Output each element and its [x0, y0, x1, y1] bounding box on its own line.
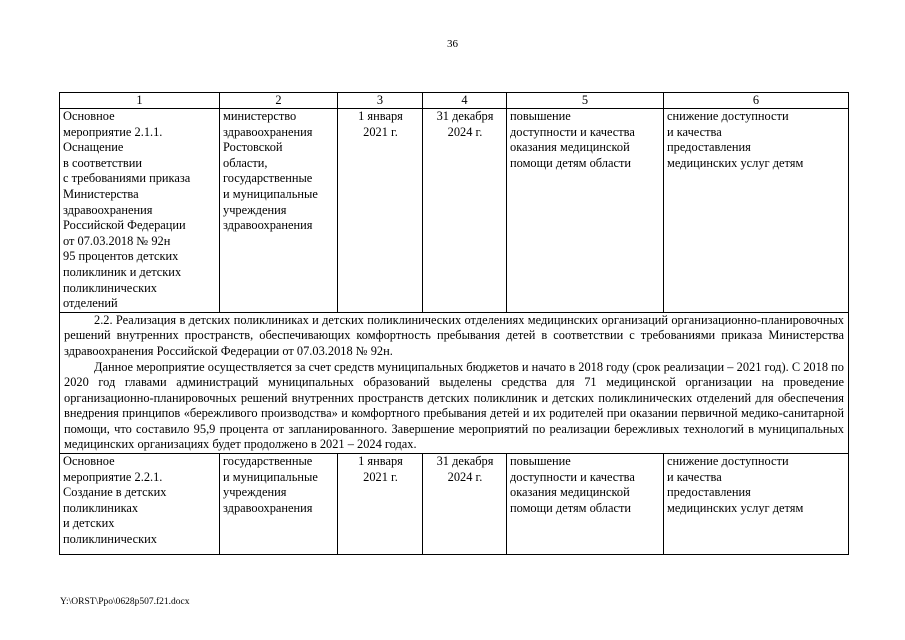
- consequence-cell: снижение доступности и качества предоставления медицинских услуг детям: [664, 454, 849, 555]
- consequence-cell: снижение доступности и качества предоставления медицинских услуг детям: [664, 109, 849, 313]
- executor-cell: государственные и муниципальные учреждения здравоохранения: [220, 454, 338, 555]
- table-row: [60, 454, 849, 555]
- measure-name-cell: Основное мероприятие 2.1.1. Оснащение в соответствии с требованиями приказа Министерства здравоохранения Российской Федерации от 07.03.2018 № 92н 95 процентов детских поликлиник и детских поликлинических отделений: [60, 109, 220, 313]
- column-header-1: 1: [60, 93, 220, 109]
- end-date-cell: 31 декабря 2024 г.: [423, 109, 507, 313]
- expected-result-cell: повышение доступности и качества оказания медицинской помощи детям области: [507, 454, 664, 555]
- document-table: [59, 92, 849, 555]
- start-date-cell: 1 января 2021 г.: [338, 454, 423, 555]
- paragraph-2-2: 2.2. Реализация в детских поликлиниках и детских поликлинических отделениях медицинских организаций организационно-планировочных решений внутренних пространств, обеспечивающих комфортность пребывания детей в соответствии с требованиями приказа Министерства здравоохранения Российской Федерации от 07.03.2018 № 92н.: [64, 312, 844, 358]
- start-date-cell: 1 января 2021 г.: [338, 109, 423, 313]
- text-block-cell: [60, 312, 849, 453]
- measure-name-cell: Основное мероприятие 2.2.1. Создание в детских поликлиниках и детских поликлинических: [60, 454, 220, 555]
- table-row: [60, 109, 849, 313]
- column-header-6: 6: [664, 93, 849, 109]
- column-header-4: 4: [423, 93, 507, 109]
- column-header-5: 5: [507, 93, 664, 109]
- end-date-cell: 31 декабря 2024 г.: [423, 454, 507, 555]
- executor-cell: министерство здравоохранения Ростовской области, государственные и муниципальные учреждения здравоохранения: [220, 109, 338, 313]
- page-number: 36: [447, 38, 458, 50]
- paragraph-description: Данное мероприятие осуществляется за счет средств муниципальных бюджетов и начато в 2018 году (срок реализации – 2021 год). С 2018 по 2020 год главами администраций муниципальных образований выделены средства для 71 медицинской организации на проведение организационно-планировочных решений внутренних пространств детских поликлиник и детских поликлинических отделений для обеспечения внедрения принципов «бережливого производства» и комфортного пребывания детей и их родителей при оказании первичной медико-санитарной помощи, что составило 95,9 процента от запланированного. Завершение мероприятий по реализации бережливых технологий в муниципальных медицинских организациях будет продолжено в 2021 – 2024 годах.: [64, 359, 844, 452]
- column-header-2: 2: [220, 93, 338, 109]
- table-header-row: [60, 93, 849, 109]
- text-block-row: [60, 312, 849, 453]
- column-header-3: 3: [338, 93, 423, 109]
- expected-result-cell: повышение доступности и качества оказания медицинской помощи детям области: [507, 109, 664, 313]
- file-path-footer: Y:\ORST\Ppo\0628p507.f21.docx: [60, 597, 190, 607]
